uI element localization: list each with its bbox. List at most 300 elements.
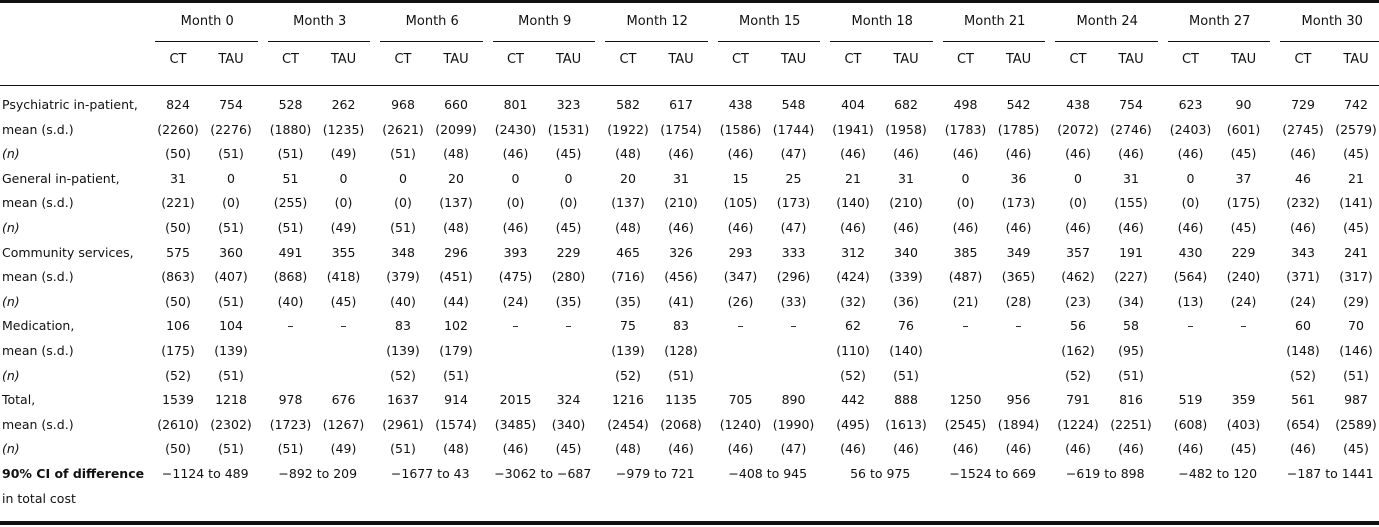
tau-column-header: TAU	[1230, 52, 1257, 67]
month-underline	[830, 41, 933, 42]
month-underline	[1168, 41, 1271, 42]
table-cell: 519	[1178, 392, 1203, 408]
table-cell: 682	[894, 97, 918, 112]
ct-column-header: CT	[844, 52, 862, 67]
table-cell: 816	[1119, 392, 1143, 408]
row-label: mean (s.d.)	[2, 343, 74, 358]
table-cell: (23)	[1065, 293, 1091, 309]
month-underline	[1280, 41, 1379, 42]
table-cell: (255)	[273, 195, 308, 211]
table-cell: (2745)	[1282, 121, 1324, 137]
table-cell: 498	[953, 97, 978, 112]
table-cell: (45)	[1230, 220, 1257, 235]
table-cell: –	[512, 318, 519, 334]
table-cell: 323	[556, 97, 581, 112]
ct-column-header: CT	[1069, 52, 1087, 67]
table-cell: 343	[1291, 244, 1315, 260]
table-cell: (35)	[615, 293, 641, 309]
table-cell: (175)	[1226, 195, 1261, 211]
month-header: Month 0	[180, 14, 234, 29]
row-label: mean (s.d.)	[2, 269, 74, 285]
table-cell: 20	[620, 170, 636, 186]
table-cell: (40)	[390, 293, 416, 309]
tau-column-header: TAU	[893, 52, 919, 67]
ci-value: −187 to 1441	[1286, 466, 1374, 481]
row-label: General in-patient,	[2, 170, 120, 186]
table-cell: 465	[616, 244, 640, 260]
month-underline	[493, 41, 596, 42]
tau-column-header: TAU	[780, 52, 807, 67]
month-underline	[943, 41, 1046, 42]
table-cell: (139)	[214, 343, 248, 358]
table-cell: 37	[1235, 170, 1252, 186]
table-cell: 385	[953, 244, 978, 260]
ct-column-header: CT	[169, 52, 187, 67]
table-cell: 542	[1006, 97, 1031, 112]
table-cell: (46)	[893, 220, 919, 235]
table-cell: (46)	[893, 146, 919, 162]
table-cell: (1744)	[772, 121, 815, 137]
table-cell: (51)	[390, 146, 416, 162]
table-cell: 104	[219, 318, 243, 334]
table-cell: (51)	[218, 293, 244, 309]
table-cell: (51)	[443, 367, 469, 383]
month-underline	[605, 41, 708, 42]
table-cell: (51)	[1118, 367, 1144, 383]
ct-column-header: CT	[394, 52, 412, 67]
row-label: (n)	[2, 367, 20, 383]
table-cell: (46)	[1118, 146, 1144, 162]
table-cell: (2251)	[1110, 416, 1152, 432]
table-cell: (51)	[218, 220, 244, 235]
table-cell: (46)	[1005, 146, 1032, 162]
table-cell: 75	[620, 318, 636, 334]
table-cell: (1785)	[997, 121, 1040, 137]
table-cell: (51)	[218, 441, 244, 457]
table-cell: (49)	[330, 220, 357, 235]
table-cell: 705	[728, 392, 753, 408]
table-cell: (46)	[840, 146, 866, 162]
table-cell: (52)	[615, 367, 641, 383]
table-cell: 293	[728, 244, 753, 260]
table-cell: (35)	[555, 293, 582, 309]
table-cell: 360	[219, 244, 243, 260]
table-cell: (46)	[1177, 220, 1204, 235]
table-cell: (0)	[956, 195, 975, 211]
table-cell: 83	[395, 318, 411, 334]
table-cell: 623	[1178, 97, 1203, 112]
table-cell: (365)	[1001, 269, 1036, 285]
table-cell: –	[962, 318, 969, 334]
month-header: Month 27	[1189, 14, 1251, 29]
table-cell: 0	[1074, 170, 1082, 186]
table-cell: (1754)	[660, 121, 702, 137]
table-cell: (46)	[952, 441, 979, 457]
table-cell: (1240)	[719, 416, 762, 432]
table-cell: 754	[1119, 97, 1143, 112]
table-cell: (45)	[1343, 220, 1369, 235]
table-cell: 754	[219, 97, 243, 112]
table-cell: (2099)	[435, 121, 477, 137]
table-cell: 824	[166, 97, 190, 112]
table-cell: (173)	[1001, 195, 1036, 211]
table-cell: (46)	[1118, 441, 1144, 457]
table-cell: (47)	[780, 441, 807, 457]
table-cell: 890	[781, 392, 806, 408]
table-cell: 25	[785, 170, 802, 186]
table-cell: 20	[448, 170, 464, 186]
table-cell: 1135	[665, 392, 697, 408]
tau-column-header: TAU	[443, 52, 469, 67]
month-header: Month 18	[851, 14, 913, 29]
table-cell: (40)	[277, 293, 304, 309]
table-cell: (47)	[780, 220, 807, 235]
row-label: (n)	[2, 220, 20, 235]
table-cell: (339)	[889, 269, 923, 285]
row-label: mean (s.d.)	[2, 195, 74, 211]
ci-value: −1524 to 669	[949, 466, 1037, 481]
table-cell: (1613)	[885, 416, 927, 432]
table-cell: (47)	[780, 146, 807, 162]
table-cell: (48)	[615, 441, 641, 457]
table-cell: 21	[1348, 170, 1364, 186]
table-cell: 438	[728, 97, 753, 112]
table-cell: 582	[616, 97, 640, 112]
row-label: (n)	[2, 441, 20, 457]
table-cell: (162)	[1061, 343, 1095, 358]
table-cell: (340)	[551, 416, 586, 432]
table-cell: (46)	[1005, 441, 1032, 457]
table-cell: (46)	[668, 146, 694, 162]
table-cell: (407)	[214, 269, 248, 285]
table-cell: 191	[1119, 244, 1143, 260]
table-cell: (2579)	[1335, 121, 1377, 137]
table-cell: (280)	[551, 269, 586, 285]
month-header: Month 3	[293, 14, 347, 29]
table-cell: (0)	[506, 195, 525, 211]
table-cell: (2276)	[210, 121, 252, 137]
month-header: Month 30	[1301, 14, 1363, 29]
month-header: Month 15	[739, 14, 801, 29]
ct-column-header: CT	[1181, 52, 1200, 67]
table-cell: (141)	[1339, 195, 1373, 211]
table-cell: 0	[564, 170, 573, 186]
table-cell: (146)	[1339, 343, 1373, 358]
table-cell: (46)	[840, 220, 866, 235]
table-cell: (46)	[502, 441, 529, 457]
table-cell: (0)	[334, 195, 353, 211]
table-cell: 357	[1066, 244, 1090, 260]
table-cell: (24)	[502, 293, 529, 309]
table-cell: (1894)	[997, 416, 1040, 432]
table-cell: 31	[1123, 170, 1139, 186]
table-cell: (110)	[836, 343, 870, 358]
table-cell: 241	[1344, 244, 1368, 260]
ct-column-header: CT	[619, 52, 637, 67]
table-cell: (46)	[840, 441, 866, 457]
table-cell: 617	[669, 97, 693, 112]
table-cell: (13)	[1177, 293, 1204, 309]
ci-value: −1677 to 43	[390, 466, 470, 481]
table-cell: (0)	[1069, 195, 1087, 211]
table-cell: 0	[1186, 170, 1195, 186]
table-cell: (347)	[723, 269, 758, 285]
table-cell: (52)	[1065, 367, 1091, 383]
table-cell: (0)	[1181, 195, 1200, 211]
tau-column-header: TAU	[555, 52, 582, 67]
table-cell: (51)	[390, 441, 416, 457]
table-cell: 442	[841, 392, 865, 408]
table-cell: (46)	[727, 220, 754, 235]
table-cell: (1958)	[885, 121, 927, 137]
table-cell: (379)	[386, 269, 420, 285]
table-cell: 333	[781, 244, 806, 260]
month-header: Month 21	[964, 14, 1026, 29]
table-cell: (451)	[439, 269, 473, 285]
table-cell: 296	[444, 244, 468, 260]
table-cell: –	[790, 318, 797, 334]
table-cell: (2430)	[494, 121, 537, 137]
table-cell: (475)	[498, 269, 533, 285]
table-cell: (1224)	[1057, 416, 1099, 432]
table-cell: (140)	[836, 195, 870, 211]
table-cell: (46)	[727, 441, 754, 457]
ci-label-continued: in total cost	[2, 490, 76, 506]
table-cell: (45)	[1343, 441, 1369, 457]
table-cell: (45)	[1230, 146, 1257, 162]
table-cell: (868)	[273, 269, 308, 285]
table-cell: (0)	[222, 195, 240, 211]
tau-column-header: TAU	[1005, 52, 1032, 67]
table-cell: (45)	[555, 441, 582, 457]
table-cell: 2015	[499, 392, 532, 408]
table-cell: (28)	[1005, 293, 1032, 309]
table-cell: (49)	[330, 441, 357, 457]
table-cell: (155)	[1114, 195, 1148, 211]
table-cell: (2068)	[660, 416, 702, 432]
table-cell: (240)	[1226, 269, 1261, 285]
table-cell: (46)	[1065, 441, 1091, 457]
table-cell: (608)	[1173, 416, 1208, 432]
table-cell: (418)	[326, 269, 361, 285]
row-label: Total,	[2, 392, 36, 408]
table-cell: (1783)	[944, 121, 987, 137]
ci-label: 90% CI of difference	[2, 466, 145, 481]
table-cell: 60	[1295, 318, 1311, 334]
table-cell: (1941)	[832, 121, 874, 137]
row-label: Community services,	[2, 244, 134, 260]
table-cell: (50)	[165, 293, 191, 309]
table-cell: 312	[841, 244, 865, 260]
table-cell: 968	[391, 97, 415, 112]
table-cell: (46)	[727, 146, 754, 162]
table-cell: –	[737, 318, 744, 334]
table-cell: (24)	[1230, 293, 1257, 309]
table-cell: –	[340, 318, 347, 334]
table-cell: (45)	[555, 220, 582, 235]
table-cell: 102	[444, 318, 468, 334]
table-cell: 31	[898, 170, 914, 186]
header-bottom-rule	[0, 85, 1379, 86]
table-cell: 348	[391, 244, 415, 260]
table-cell: (487)	[948, 269, 983, 285]
table-cell: (46)	[893, 441, 919, 457]
ct-column-header: CT	[956, 52, 975, 67]
month-header: Month 24	[1076, 14, 1138, 29]
table-cell: (128)	[664, 343, 698, 358]
table-cell: (2961)	[382, 416, 424, 432]
row-label: (n)	[2, 146, 20, 162]
table-cell: 548	[781, 97, 806, 112]
table-cell: (32)	[840, 293, 866, 309]
row-label: Medication,	[2, 318, 75, 334]
table-cell: 742	[1344, 97, 1368, 112]
table-cell: (48)	[615, 220, 641, 235]
table-cell: (2454)	[607, 416, 649, 432]
table-cell: (462)	[1061, 269, 1095, 285]
table-cell: 324	[556, 392, 581, 408]
table-cell: (51)	[218, 367, 244, 383]
ci-value: −408 to 945	[728, 466, 808, 481]
table-cell: 1216	[612, 392, 644, 408]
table-cell: 660	[444, 97, 468, 112]
table-cell: 106	[166, 318, 190, 334]
table-cell: 229	[556, 244, 581, 260]
table-cell: (137)	[439, 195, 473, 211]
table-cell: 229	[1231, 244, 1256, 260]
table-cell: (1990)	[772, 416, 815, 432]
row-label: mean (s.d.)	[2, 416, 74, 432]
ci-value: 56 to 975	[850, 466, 911, 481]
table-cell: (139)	[611, 343, 645, 358]
table-cell: 62	[845, 318, 861, 334]
table-cell: (564)	[1173, 269, 1208, 285]
table-cell: (139)	[386, 343, 420, 358]
table-cell: (45)	[555, 146, 582, 162]
ci-value: −892 to 209	[278, 466, 358, 481]
month-underline	[268, 41, 371, 42]
month-underline	[380, 41, 483, 42]
table-cell: (48)	[615, 146, 641, 162]
table-cell: 888	[894, 392, 918, 408]
table-cell: 528	[278, 97, 303, 112]
table-cell: (296)	[776, 269, 811, 285]
table-cell: (21)	[952, 293, 979, 309]
table-cell: (52)	[840, 367, 866, 383]
table-cell: 676	[331, 392, 356, 408]
tau-column-header: TAU	[218, 52, 244, 67]
table-cell: (2403)	[1169, 121, 1212, 137]
table-cell: 0	[961, 170, 970, 186]
table-cell: (33)	[780, 293, 807, 309]
table-cell: 438	[1066, 97, 1090, 112]
table-cell: (52)	[390, 367, 416, 383]
table-cell: (1574)	[435, 416, 477, 432]
table-cell: (456)	[664, 269, 698, 285]
row-label: mean (s.d.)	[2, 121, 74, 137]
table-cell: (46)	[502, 146, 529, 162]
table-cell: –	[1015, 318, 1022, 334]
table-cell: (46)	[1065, 146, 1091, 162]
table-cell: (1267)	[322, 416, 365, 432]
table-cell: (1922)	[607, 121, 649, 137]
table-cell: (863)	[161, 269, 195, 285]
tau-column-header: TAU	[330, 52, 357, 67]
table-cell: (46)	[952, 146, 979, 162]
table-cell: 956	[1006, 392, 1031, 408]
table-cell: (46)	[1290, 220, 1316, 235]
table-cell: (26)	[727, 293, 754, 309]
table-cell: 340	[894, 244, 918, 260]
table-cell: –	[1240, 318, 1247, 334]
table-cell: (210)	[664, 195, 698, 211]
table-cell: (50)	[165, 441, 191, 457]
tau-column-header: TAU	[1118, 52, 1144, 67]
ct-column-header: CT	[281, 52, 300, 67]
month-underline	[155, 41, 258, 42]
row-label: (n)	[2, 293, 20, 309]
table-cell: (1531)	[547, 121, 590, 137]
table-cell: 58	[1123, 318, 1139, 334]
table-cell: (52)	[1290, 367, 1316, 383]
month-header: Month 12	[626, 14, 688, 29]
table-cell: (175)	[161, 343, 195, 358]
table-cell: 1539	[162, 392, 194, 408]
table-cell: 791	[1066, 392, 1090, 408]
table-cell: 404	[841, 97, 865, 112]
table-cell: (46)	[1177, 146, 1204, 162]
ct-column-header: CT	[731, 52, 750, 67]
table-cell: (210)	[889, 195, 923, 211]
month-underline	[1055, 41, 1158, 42]
table-cell: (46)	[1290, 146, 1316, 162]
table-cell: –	[565, 318, 572, 334]
table-cell: 46	[1295, 170, 1311, 186]
table-cell: (45)	[1343, 146, 1369, 162]
table-cell: 575	[166, 244, 190, 260]
table-cell: 0	[511, 170, 520, 186]
table-cell: (2545)	[944, 416, 987, 432]
table-cell: (140)	[889, 343, 923, 358]
table-cell: 31	[170, 170, 186, 186]
tau-column-header: TAU	[1343, 52, 1369, 67]
table-cell: 355	[331, 244, 356, 260]
table-cell: (29)	[1343, 293, 1369, 309]
table-cell: (2621)	[382, 121, 424, 137]
table-cell: (179)	[439, 343, 473, 358]
table-cell: 262	[331, 97, 356, 112]
table-cell: 31	[673, 170, 689, 186]
table-cell: (48)	[443, 441, 469, 457]
table-cell: (1880)	[269, 121, 312, 137]
table-cell: (1723)	[269, 416, 312, 432]
table-cell: 987	[1344, 392, 1368, 408]
table-cell: 76	[898, 318, 914, 334]
table-cell: (2746)	[1110, 121, 1152, 137]
ct-column-header: CT	[506, 52, 525, 67]
table-cell: (173)	[776, 195, 811, 211]
table-cell: (1235)	[322, 121, 365, 137]
table-cell: 729	[1291, 97, 1315, 112]
table-cell: (51)	[893, 367, 919, 383]
table-cell: (2302)	[210, 416, 252, 432]
table-cell: (51)	[218, 146, 244, 162]
table-cell: 83	[673, 318, 689, 334]
table-cell: (34)	[1118, 293, 1144, 309]
table-cell: (50)	[165, 220, 191, 235]
table-cell: (148)	[1286, 343, 1320, 358]
ci-value: −979 to 721	[615, 466, 695, 481]
